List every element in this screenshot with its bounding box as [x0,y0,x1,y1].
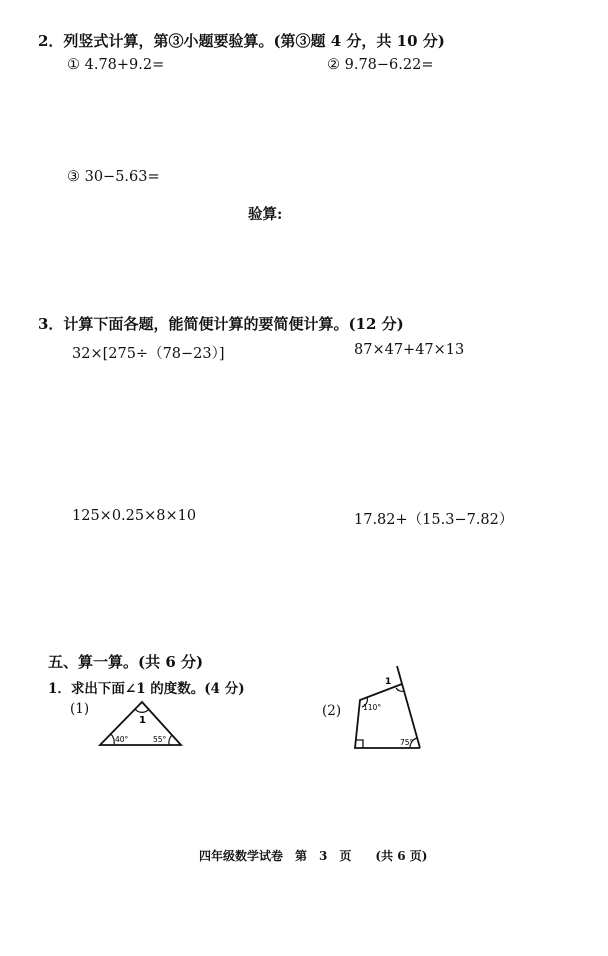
extended-side [397,666,420,748]
q3-item-2: 87×47+47×13 [354,342,465,358]
quad-angle-1-label: 1 [385,677,392,687]
q3-heading: 3．计算下面各题，能简便计算的要简便计算。(12 分) [38,315,404,333]
q3-item-4: 17.82+（15.3−7.82） [354,512,514,528]
q2-check-label: 验算: [248,206,283,223]
q3-item-1: 32×[275÷（78−23）] [72,346,225,362]
section5-q1: 1．求出下面∠1 的度数。(4 分) [48,681,245,697]
triangle-angle-55-label: 55° [153,735,167,744]
triangle-angle-1-label: 1 [139,715,146,726]
q2-heading: 2．列竖式计算，第③小题要验算。(第③题 4 分，共 10 分) [38,32,445,50]
triangle-angle-40-label: 40° [115,735,129,744]
page-footer: 四年级数学试卷 第 3 页 (共 6 页) [199,849,428,863]
q3-item-3: 125×0.25×8×10 [72,508,197,524]
section5-heading: 五、算一算。(共 6 分) [48,653,204,671]
angle-1-arc [135,709,149,712]
quadrilateral-figure [345,662,435,757]
fig2-label: (2) [322,703,342,719]
q2-item-2: ② 9.78−6.22= [327,57,434,73]
triangle-figure [95,695,190,755]
q2-item-3: ③ 30−5.63= [67,169,160,185]
angle-55-arc [169,735,172,745]
q2-item-1: ① 4.78+9.2= [67,57,165,73]
quad-angle-110-label: 110° [363,703,382,712]
quad-angle-75-label: 75° [400,738,414,747]
angle-40-arc [111,734,114,745]
fig1-label: (1) [70,701,90,717]
